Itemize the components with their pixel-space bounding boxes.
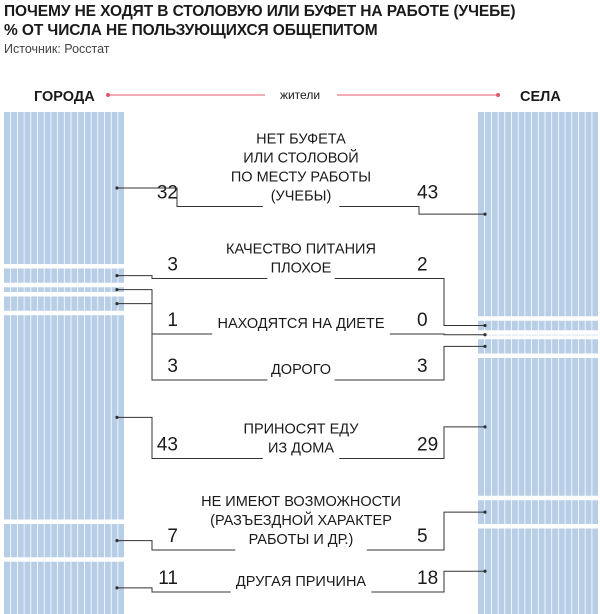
city-leader-dot-4 (115, 302, 118, 305)
city-value-5: 43 (156, 434, 178, 456)
village-leader-4 (335, 346, 485, 380)
category-label-1: НЕТ БУФЕТА (256, 131, 346, 148)
village-leader-dot-2 (483, 324, 486, 327)
legend-middle-label: жители (279, 88, 321, 102)
city-leader-1 (117, 188, 263, 207)
category-label-3: НАХОДЯТСЯ НА ДИЕТЕ (217, 316, 385, 332)
city-leader-3 (117, 290, 212, 334)
village-value-4: 3 (417, 356, 428, 377)
village-value-2: 2 (417, 254, 428, 276)
category-label-5: ПРИНОСЯТ ЕДУ (243, 421, 359, 438)
village-leader-dot-3 (483, 333, 486, 336)
village-value-7: 18 (417, 568, 439, 589)
city-leader-2 (117, 276, 267, 279)
city-leader-dot-7 (115, 586, 118, 589)
village-leader-3 (390, 334, 485, 335)
city-leader-dot-5 (115, 416, 118, 419)
city-leader-dot-6 (115, 539, 118, 542)
category-label-2: КАЧЕСТВО ПИТАНИЯ (226, 241, 376, 258)
category-label-6: РАБОТЫ И ДР.) (248, 532, 354, 548)
city-leader-5 (117, 417, 263, 458)
village-value-1: 43 (417, 182, 439, 204)
city-value-2: 3 (167, 254, 178, 276)
city-value-7: 11 (158, 568, 178, 589)
source-note: Источник: Росстат (4, 42, 110, 56)
category-label-1: ПО МЕСТУ РАБОТЫ (230, 169, 372, 186)
village-leader-dot-7 (483, 570, 486, 573)
city-leader-dot-1 (115, 186, 118, 189)
city-value-4: 3 (167, 356, 178, 377)
category-label-4: ДОРОГО (270, 362, 332, 378)
village-leader-5 (339, 427, 485, 459)
category-label-6: НЕ ИМЕЮТ ВОЗМОЖНОСТИ (201, 494, 401, 510)
city-value-1: 32 (156, 182, 178, 204)
title-line-1: ПОЧЕМУ НЕ ХОДЯТ В СТОЛОВУЮ ИЛИ БУФЕТ НА РАБОТЕ (УЧЕБЕ) (4, 3, 516, 20)
city-leader-dot-3 (115, 288, 118, 291)
village-leader-dot-5 (483, 425, 486, 428)
city-left-bar (4, 112, 124, 614)
legend-left-label: ГОРОДА (34, 89, 95, 105)
village-leader-dot-1 (483, 213, 486, 216)
village-leader-dot-4 (483, 345, 486, 348)
city-value-3: 1 (167, 310, 178, 331)
category-label-2: ПЛОХОЕ (270, 260, 332, 277)
village-leader-dot-6 (483, 511, 486, 514)
village-value-5: 29 (417, 434, 439, 456)
legend-dot-right (496, 93, 500, 97)
village-right-bar (478, 112, 598, 614)
title-line-2: % ОТ ЧИСЛА НЕ ПОЛЬЗУЮЩИХСЯ ОБЩЕПИТОМ (4, 22, 378, 39)
village-leader-1 (339, 207, 485, 215)
category-label-1: ИЛИ СТОЛОВОЙ (243, 150, 359, 167)
category-label-7: ДРУГАЯ ПРИЧИНА (235, 574, 367, 590)
city-leader-dot-2 (115, 274, 118, 277)
category-label-6: (РАЗЪЕЗДНОЙ ХАРАКТЕР (210, 513, 392, 529)
village-value-3: 0 (417, 310, 428, 331)
village-value-6: 5 (417, 526, 428, 547)
category-label-1: (УЧЕБЫ) (270, 188, 332, 205)
legend-right-label: СЕЛА (520, 89, 561, 105)
legend-dot-left (106, 93, 110, 97)
city-value-6: 7 (167, 526, 178, 547)
category-label-5: ИЗ ДОМА (267, 440, 335, 457)
